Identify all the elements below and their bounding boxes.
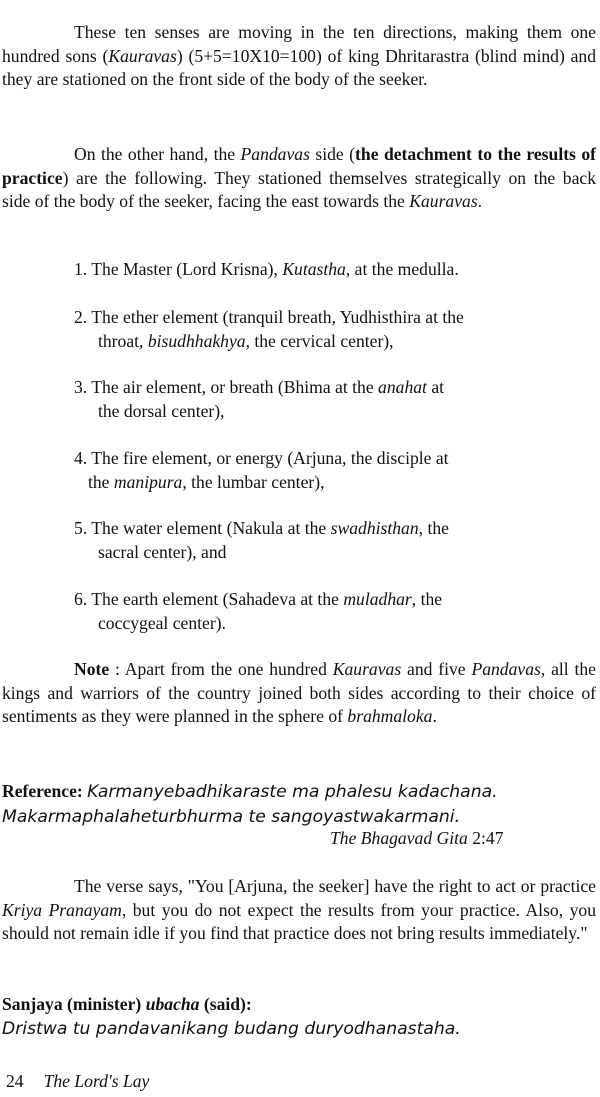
sanskrit-verse-line2: Makarmaphalaheturbhurma te sangoyastwakarmani. — [2, 806, 461, 827]
page-footer — [6, 1071, 149, 1092]
page-number: 24 — [6, 1071, 24, 1091]
note-paragraph: Note : Apart from the one hundred Kauravas and five Pandavas, all the kings and warriors of the country joined both sides according to their choice of sentiments as they were planned in the sphere of brahmaloka. — [2, 659, 596, 727]
note-label: Note — [74, 659, 110, 679]
list-item: 6. The earth element (Sahadeva at the muladhar, the coccygeal center). — [74, 589, 443, 633]
reference-label: Reference: — [2, 781, 83, 801]
bold-detachment: the detachment to the results of practice — [2, 144, 597, 188]
list-item: 1. The Master (Lord Krisna), Kutastha, at the medulla. — [74, 259, 459, 279]
reference-block — [2, 780, 592, 829]
paragraph-pandavas-side: On the other hand, the Pandavas side (the detachment to the results of practice) are the following. They stationed themselves strategically on the back side of the body of the seeker, facing the east towards the Kauravas. — [2, 144, 597, 212]
citation: The Bhagavad Gita 2:47 — [330, 828, 504, 848]
list-item: 4. The fire element, or energy (Arjuna, the disciple at the manipura, the lumbar center), — [74, 448, 449, 492]
list-item: 5. The water element (Nakula at the swadhisthan, the sacral center), and — [74, 518, 449, 562]
sanjaya-block: Sanjaya (minister) ubacha (said): Dristwa tu pandavanikang budang duryodhanastaha. — [2, 994, 461, 1039]
term-kauravas: Kauravas — [409, 191, 478, 212]
sanskrit-verse: Dristwa tu pandavanikang budang duryodhanastaha. — [2, 1018, 461, 1039]
term-pandavas: Pandavas — [240, 144, 310, 164]
list-item: 2. The ether element (tranquil breath, Yudhisthira at the throat, bisudhhakhya, the cervical center), — [74, 307, 464, 351]
list-item: 3. The air element, or breath (Bhima at the anahat at the dorsal center), — [74, 377, 445, 421]
sanskrit-verse-line1: Karmanyebadhikaraste ma phalesu kadachana. — [87, 782, 498, 802]
paragraph-ten-senses: These ten senses are moving in the ten directions, making them one hundred sons (Kauravas) (5+5=10X10=100) of king Dhritarastra (blind mind) and they are stationed on the front side of the body of the seeker. — [2, 22, 596, 90]
book-title: The Lord's Lay — [43, 1071, 150, 1091]
term-kauravas: Kauravas — [108, 45, 177, 66]
speaker-label: Sanjaya (minister) — [2, 994, 142, 1014]
verse-explanation: The verse says, "You [Arjuna, the seeker] have the right to act or practice Kriya Pranayam, but you do not expect the results from your practice. Also, you should not remain idle if you find that practice does not bring results immediately." — [2, 876, 596, 944]
